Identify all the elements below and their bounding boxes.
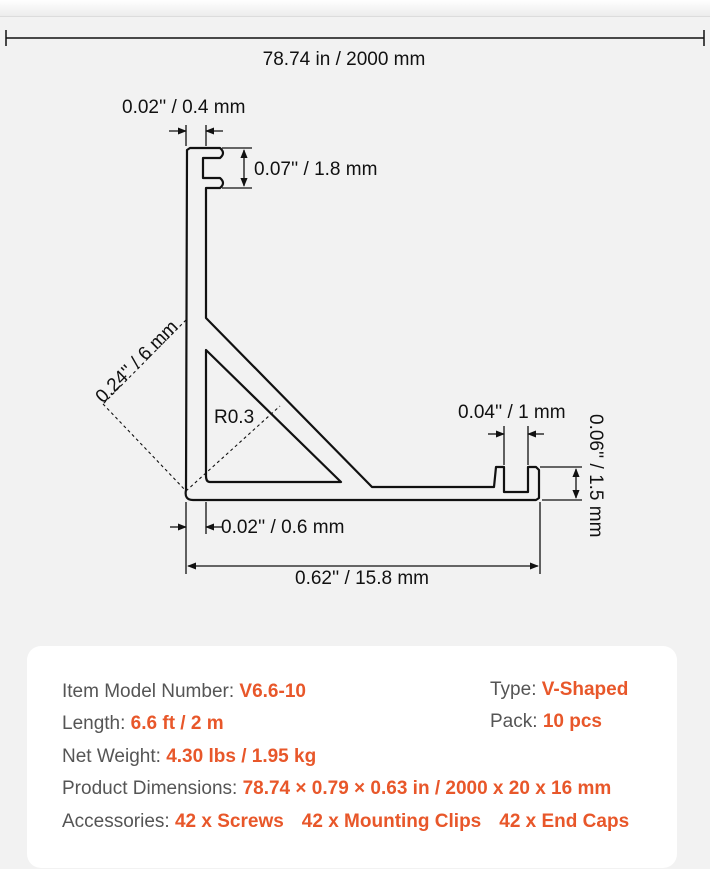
accessories-label: Accessories: [62,811,175,832]
pack-value: 10 pcs [542,711,602,732]
accessory-mounting-clips: 42 x Mounting Clips [301,811,482,832]
right-height-label: 0.06'' / 1.5 mm [585,414,606,538]
dimensions-line [62,778,611,800]
diagonal-label: 0.24'' / 6 mm [91,316,183,408]
top-wall-label: 0.02'' / 0.4 mm [122,97,246,118]
radius-label: R0.3 [214,407,255,428]
right-slot-width-dimension [488,426,544,465]
length-line [62,713,224,735]
overall-length-dimension [6,30,704,46]
weight-line [62,746,316,768]
top-slot-dimension [222,148,252,188]
bottom-wall-dimension [170,502,222,534]
right-slot-width-label: 0.04'' / 1 mm [458,402,566,423]
top-wall-dimension [169,125,223,146]
weight-label: Net Weight: [62,746,167,767]
accessories-line [62,811,629,833]
width-dimension [186,502,540,574]
profile-outline [186,148,539,500]
diagonal-dimension [103,320,280,491]
weight-value: 4.30 lbs / 1.95 kg [166,746,317,767]
top-slot-label: 0.07'' / 1.8 mm [254,159,378,180]
type-label: Type: [490,679,542,700]
right-height-dimension [540,467,582,500]
type-value: V-Shaped [541,679,629,700]
overall-length-label: 78.74 in / 2000 mm [262,49,426,70]
pack-line [490,711,602,733]
type-line [490,679,628,701]
dimensions-value: 78.74 × 0.79 × 0.63 in / 2000 x 20 x 16 mm [242,778,612,799]
model-number-line [62,681,306,703]
width-label: 0.62'' / 15.8 mm [295,568,429,589]
pack-label: Pack: [490,711,543,732]
model-number-value: V6.6-10 [239,681,306,702]
length-label: Length: [62,713,131,734]
specs-card [27,646,677,868]
length-value: 6.6 ft / 2 m [130,713,224,734]
bottom-wall-label: 0.02'' / 0.6 mm [221,517,345,538]
accessory-end-caps: 42 x End Caps [499,811,630,832]
model-number-label: Item Model Number: [62,681,240,702]
accessory-screws: 42 x Screws [174,811,284,832]
dimensions-label: Product Dimensions: [62,778,243,799]
